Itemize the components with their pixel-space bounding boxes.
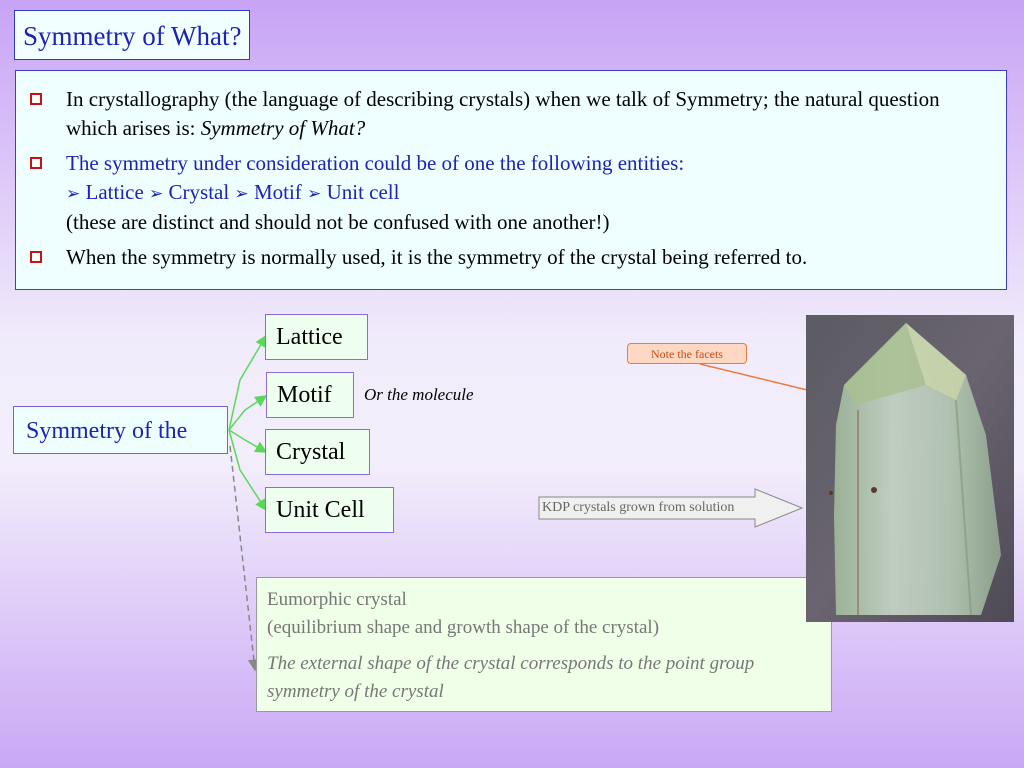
entity-motif: Motif [253,180,302,204]
node-unit-cell: Unit Cell [265,487,394,533]
eumorphic-title: Eumorphic crystal [267,589,407,610]
bullet-1-italic: Symmetry of What? [200,116,366,140]
bullet-2-line: The symmetry under consideration could be of one the following entities: [66,151,685,175]
arrowhead-icon: ➢ [234,184,249,203]
arrow-to-lattice [229,336,266,430]
kdp-crystal-photo [806,315,1014,622]
arrow-to-eumorphic [230,446,255,670]
node-lattice: Lattice [265,314,368,360]
arrowhead-icon: ➢ [66,184,81,203]
bullet-2-note: (these are distinct and should not be confused with one another!) [66,210,610,234]
facets-callout: Note the facets [627,343,747,364]
bullet-3-text: When the symmetry is normally used, it is the symmetry of the crystal being referred to. [66,245,808,269]
eumorphic-subtitle: (equilibrium shape and growth shape of the crystal) [267,617,660,638]
eumorphic-description: The external shape of the crystal corresponds to the point group symmetry of the crystal [267,653,755,702]
node-motif: Motif [266,372,354,418]
eumorphic-box [256,577,832,712]
entity-crystal: Crystal [168,180,230,204]
node-crystal: Crystal [265,429,370,475]
symmetry-of-the-box: Symmetry of the [13,406,228,454]
bullet-1-text: In crystallography (the language of describing crystals) when we talk of Symmetry; the natural question which arises is: [66,87,940,140]
arrowhead-icon: ➢ [307,184,322,203]
slide-title: Symmetry of What? [14,10,250,60]
motif-note: Or the molecule [364,385,474,404]
kdp-arrow-label: KDP crystals grown from solution [542,500,735,515]
arrowhead-icon: ➢ [149,184,164,203]
arrow-to-motif [229,396,266,430]
entity-unit-cell: Unit cell [326,180,400,204]
entity-lattice: Lattice [85,180,144,204]
